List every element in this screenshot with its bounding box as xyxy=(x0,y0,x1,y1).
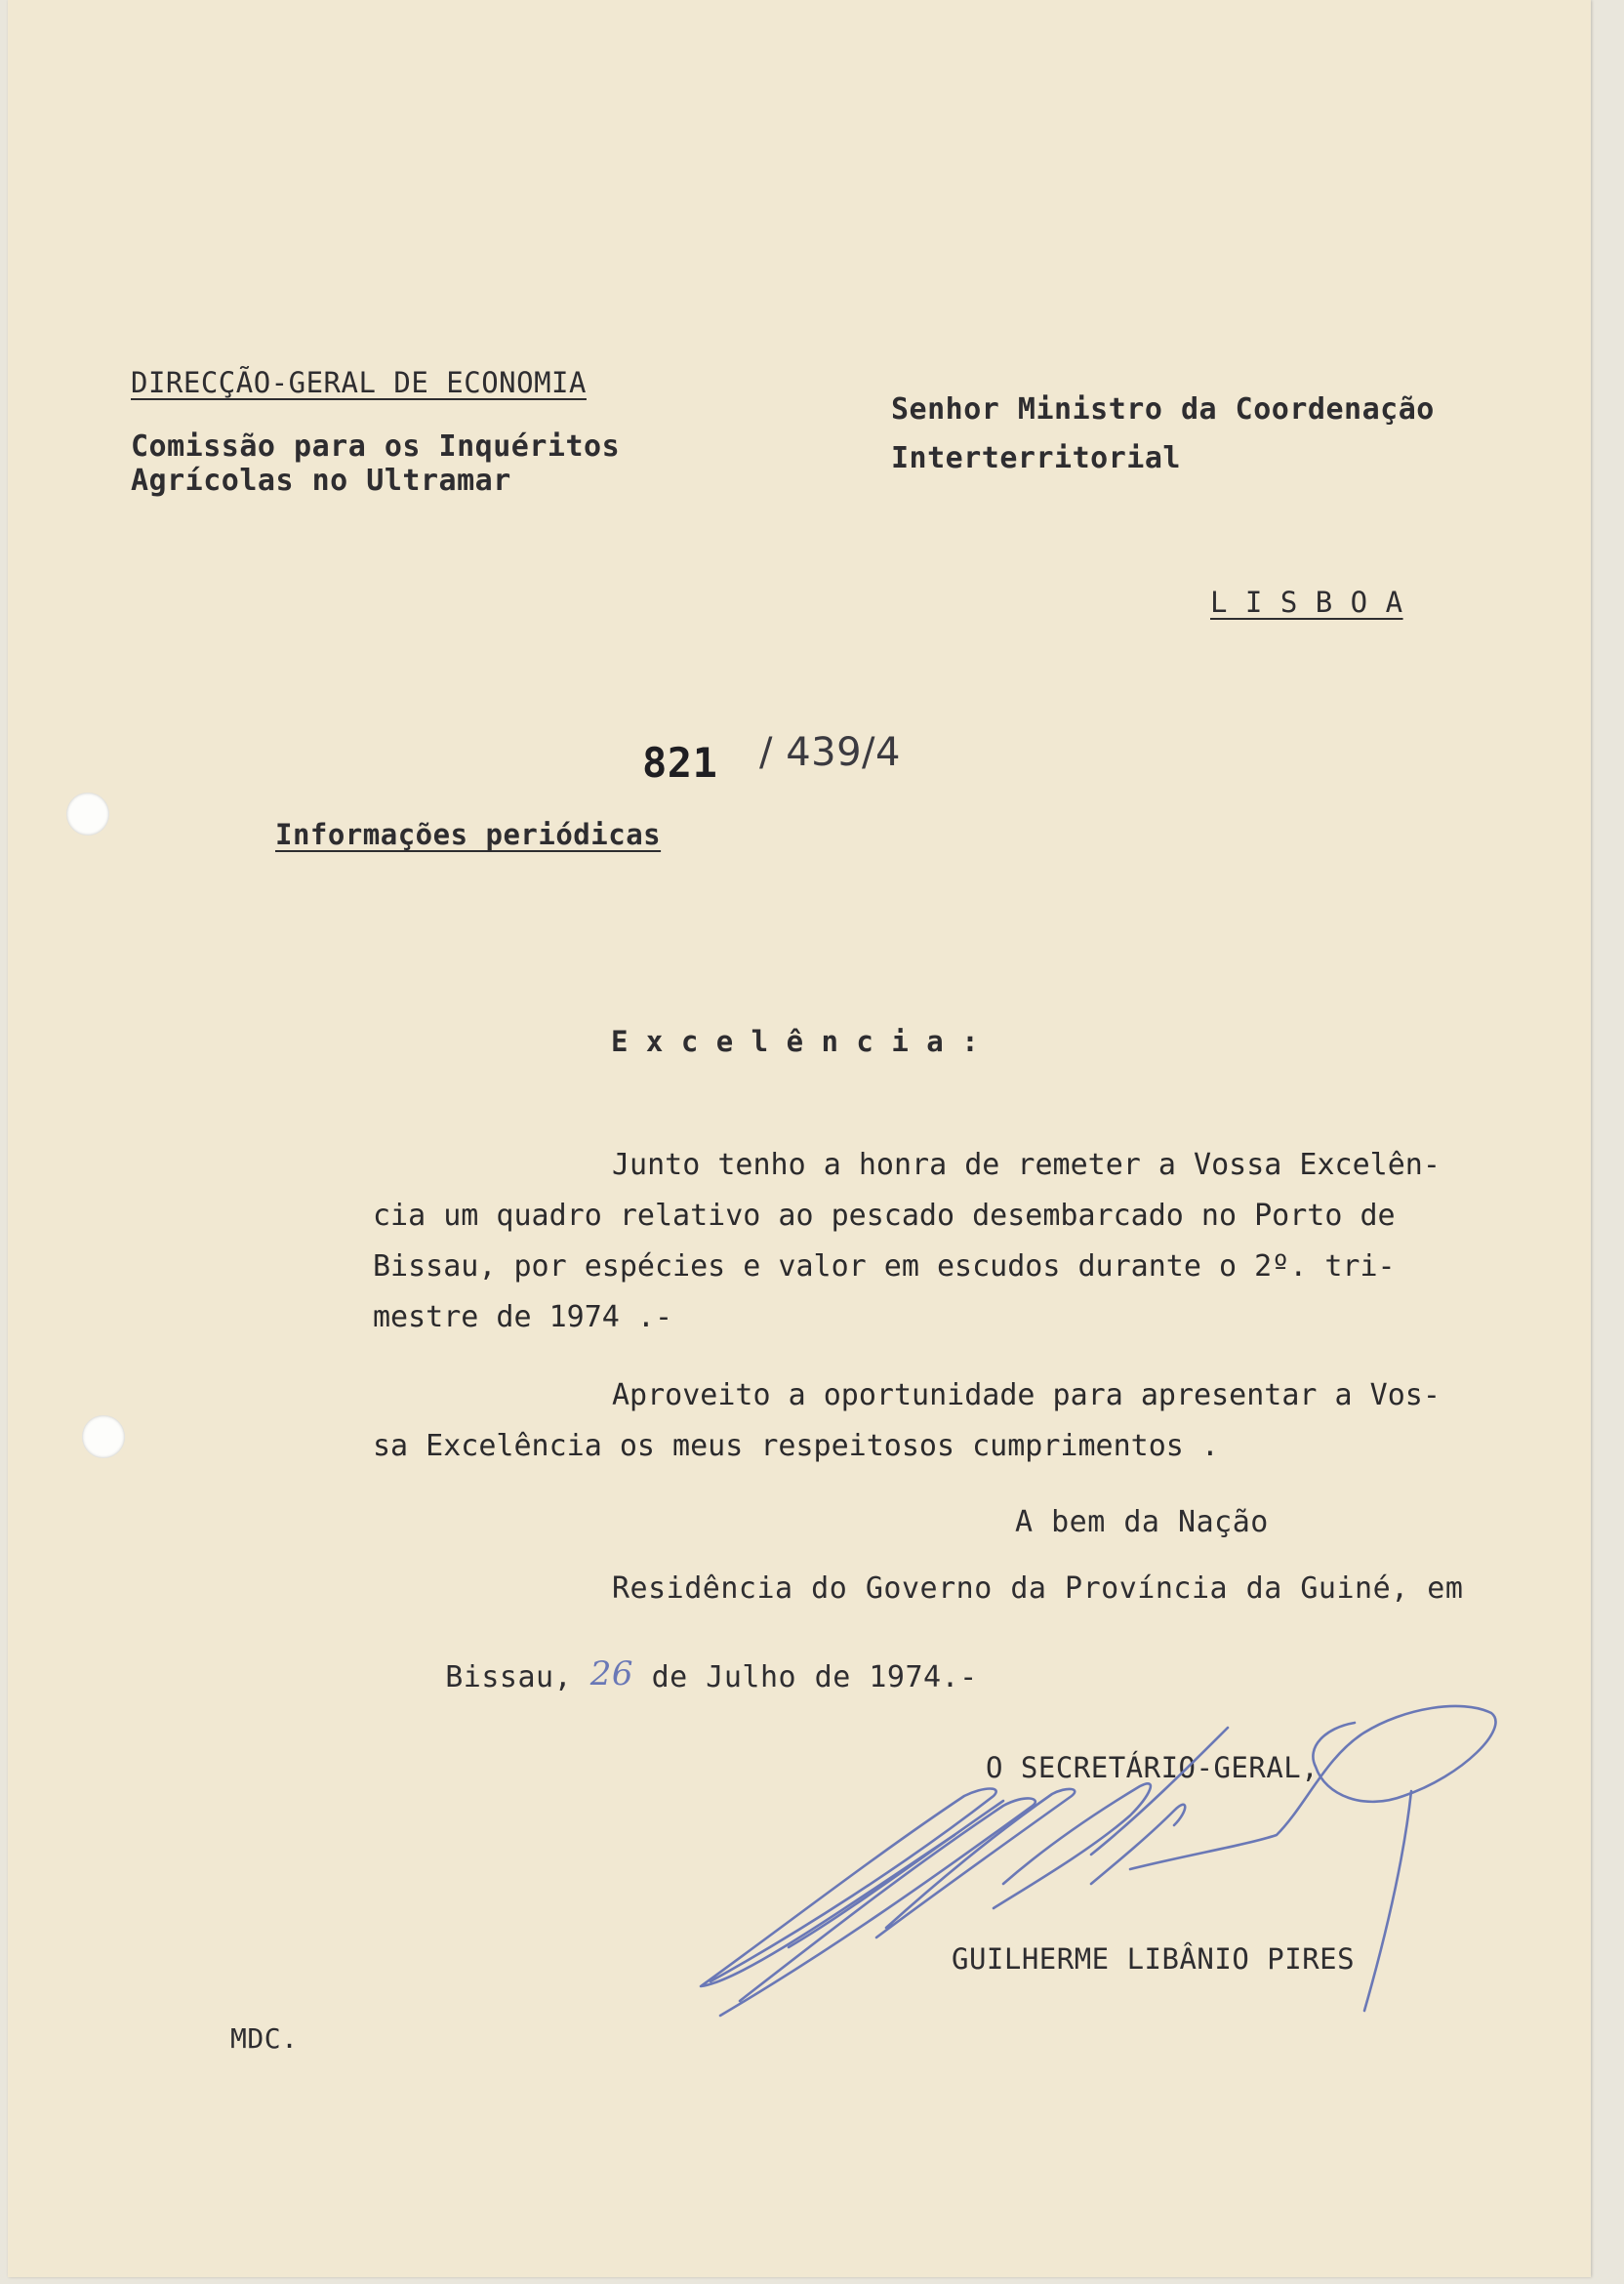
body-line: Bissau, por espécies e valor em escudos durante o 2º. tri- xyxy=(373,1249,1396,1284)
date-suffix: de Julho de 1974.- xyxy=(633,1660,978,1694)
body-line: cia um quadro relativo ao pescado desembarcado no Porto de xyxy=(373,1199,1396,1233)
body-line: sa Excelência os meus respeitosos cumprimentos . xyxy=(373,1429,1219,1463)
closing-phrase: A bem da Nação xyxy=(1015,1505,1269,1539)
body-line: mestre de 1974 .- xyxy=(373,1300,673,1334)
punch-hole-bottom xyxy=(82,1415,125,1458)
handwritten-signature xyxy=(681,1689,1521,2060)
org-commission: Comissão para os Inquéritos xyxy=(131,429,621,464)
salutation: E x c e l ê n c i a : xyxy=(611,1025,980,1058)
date-prefix: Bissau, xyxy=(445,1660,590,1694)
body-paragraph-2 xyxy=(373,1370,1554,1472)
punch-hole-top xyxy=(66,793,109,836)
body-paragraph-1 xyxy=(373,1140,1554,1343)
addressee-line-2: Interterritorial xyxy=(891,441,1181,475)
signatory-name: GUILHERME LIBÂNIO PIRES xyxy=(952,1942,1356,1976)
body-line: Junto tenho a honra de remeter a Vossa Excelên- xyxy=(612,1148,1441,1182)
document-page xyxy=(8,0,1591,2277)
org-commission-2: Agrícolas no Ultramar xyxy=(131,464,511,498)
body-line: Aproveito a oportunidade para apresentar a Vos- xyxy=(612,1378,1441,1412)
typist-initials: MDC. xyxy=(230,2022,299,2055)
addressee-city: L I S B O A xyxy=(1210,586,1403,619)
place-line: Residência do Governo da Província da Guiné, em xyxy=(612,1571,1464,1606)
org-title: DIRECÇÃO-GERAL DE ECONOMIA xyxy=(131,366,587,399)
subject-line: Informações periódicas xyxy=(275,818,662,851)
signatory-title: O SECRETÁRIO-GERAL, xyxy=(986,1751,1320,1784)
date-day-handwritten: 26 xyxy=(589,1654,634,1693)
addressee-line-1: Senhor Ministro da Coordenação xyxy=(891,392,1435,427)
reference-handwritten-number: / 439/4 xyxy=(759,730,901,775)
reference-stamp-number: 821 xyxy=(642,739,718,787)
